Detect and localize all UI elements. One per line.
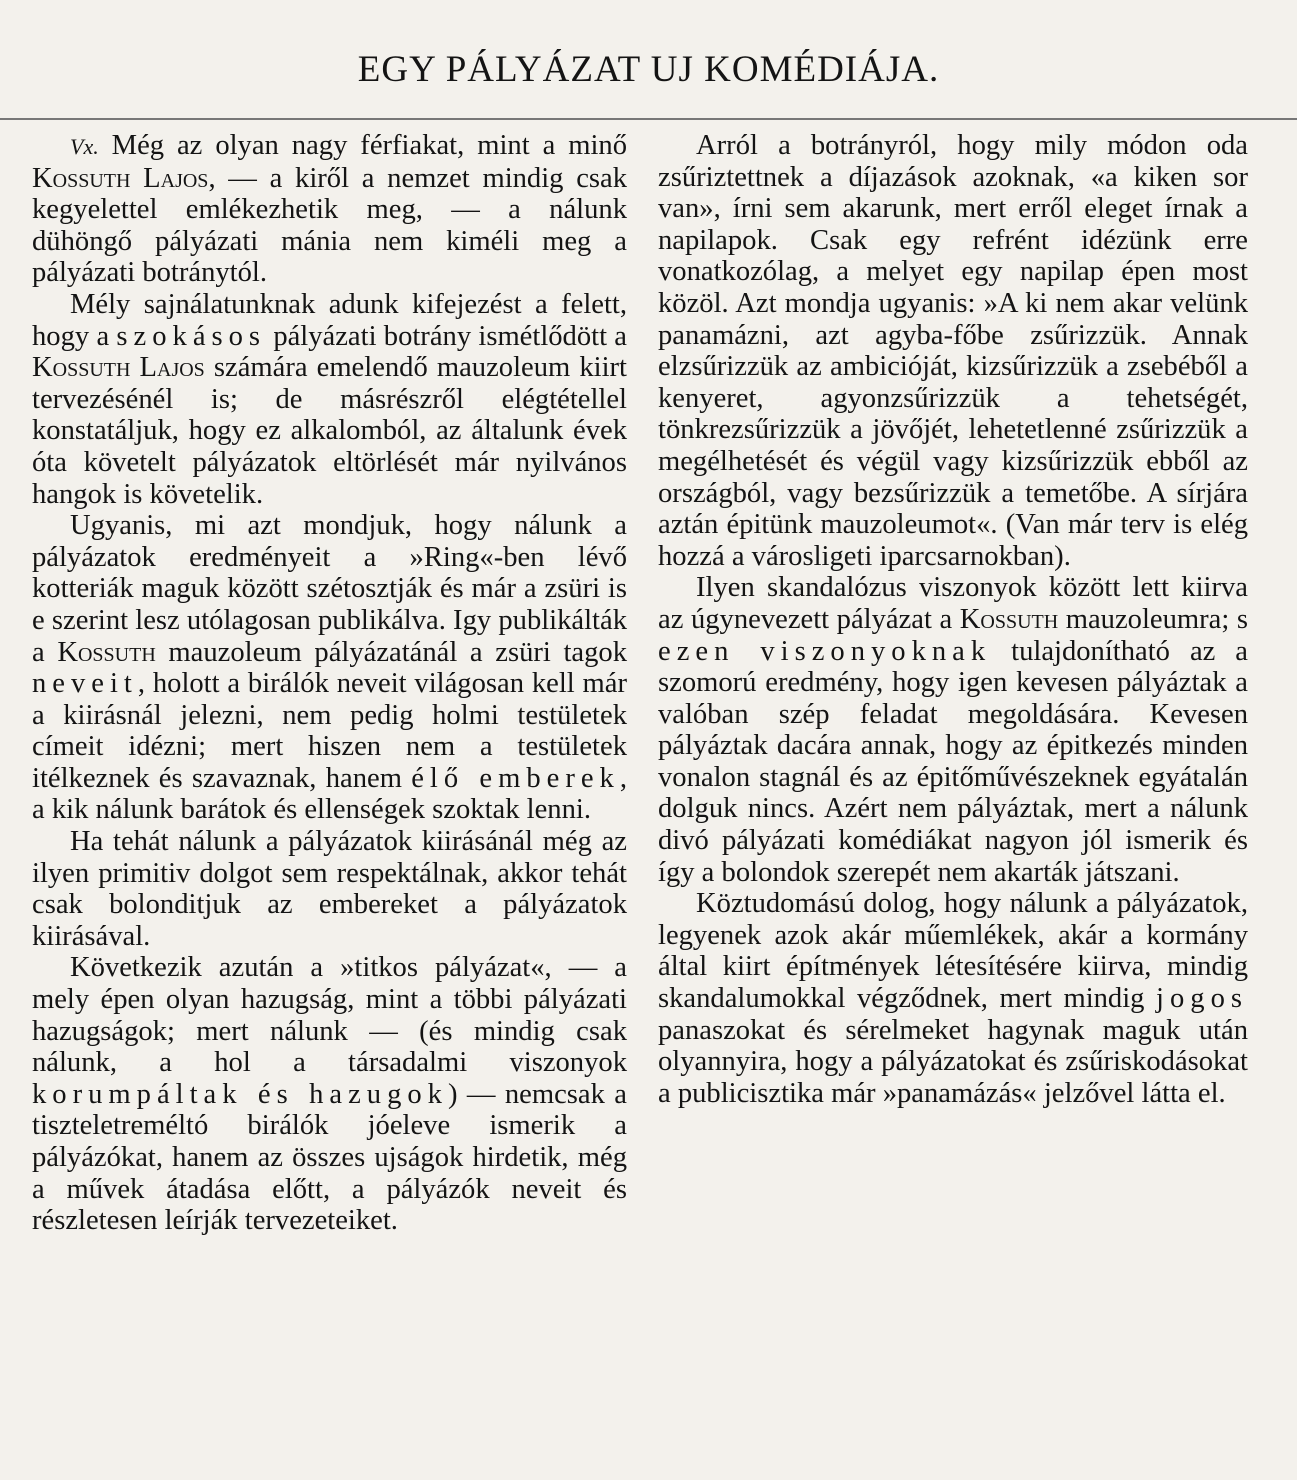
paragraph-5 xyxy=(32,952,627,1236)
title-divider xyxy=(0,118,1297,120)
right-column xyxy=(658,130,1248,1109)
name-kossuth: Kossuth xyxy=(57,636,156,668)
article-title: EGY PÁLYÁZAT UJ KOMÉDIÁJA. xyxy=(357,49,940,90)
paragraph-6: Arról a botrányról, hogy mily módon oda zsűriztettnek a díjazások azoknak, «a kiken sor van», írni sem akarunk, mert erről eleget írnak a napilapok. Csak egy refrént idézünk erre vonatkozólag, a melyet egy napilap épen most közöl. Azt mondja ugyanis: »A ki nem akar velünk panamázni, azt agyba-főbe zsűrizzük. Annak elzsűrizzük az ambicióját, kizsűrizzük a zsebéből a kenyeret, agyonzsűrizzük a tehetségét, tönkrezsűrizzük a jövőjét, lehetetlenné zsűrizzük a megélhetését és végül vagy kizsűrizzük ebből az országból, vagy bezsűrizzük a temetőbe. A sírjára aztán épitünk mauzoleumot«. (Van már terv is elég hozzá a városligeti iparcsarnokban). xyxy=(658,130,1248,572)
text-run: panaszokat és sérelmeket hagynak maguk után olyannyira, hogy a pályázatokat és zsűriskodásokat a publicisztika már »panamázás« jelzővel látta el. xyxy=(658,1014,1248,1109)
author-marker: Vx. xyxy=(70,134,99,159)
paragraph-4: Ha tehát nálunk a pályázatok kiirásánál még az ilyen primitiv dolgot sem respektálnak, akkor tehát csak bolonditjuk az embereket a pályázatok kiirásával. xyxy=(32,826,627,952)
text-run: , — a kiről a nemzet mindig csak kegyelettel emlékezhetik meg, — a nálunk dühöngő pályázati mánia nem kiméli meg a pályázati botránytól. xyxy=(32,162,627,289)
spaced-emphasis: szokásos xyxy=(116,320,267,352)
text-run: Köztudomású dolog, hogy nálunk a pályázatok, legyenek azok akár műemlékek, akár a kormány által kiirt építmények létesítésére kiirva, mindig skandalumokkal végződnek, mert mindig xyxy=(658,888,1248,1015)
text-run: tulajdonítható az a szomorú eredmény, hogy igen kevesen pályáztak a valóban szép feladat megoldására. Kevesen pályáztak dacára annak, hogy az épitkezés minden vonalon stagnál és az épitőművészeknek egyátalán dolguk nincs. Azért nem pályáztak, mert a nálunk divó pályázati komédiákat nagyon jól ismerik és így a bolondok szerepét nem akarták játszani. xyxy=(658,635,1248,888)
spaced-emphasis: korumpáltak és hazugok xyxy=(32,1078,448,1110)
spaced-emphasis: jogos xyxy=(1156,983,1248,1015)
text-run: számára emelendő mauzoleum kiirt tervezésénél is; de másrészről elégtétellel konstatáljuk, hogy ez alkalomból, az általunk évek óta követelt pályázatok eltörlését már nyilvános hangok is követelik. xyxy=(32,352,627,510)
spaced-emphasis: ezen viszonyoknak xyxy=(658,635,992,667)
text-run: Még az olyan nagy férfiakat, mint a minő xyxy=(98,130,627,161)
spaced-emphasis: élő emberek xyxy=(411,762,620,794)
paragraph-8 xyxy=(658,888,1248,1109)
name-kossuth: Kossuth xyxy=(959,603,1059,635)
paragraph-1 xyxy=(32,130,627,289)
name-kossuth: Kossuth Lajos xyxy=(32,352,205,384)
text-run: ) — nemcsak a tiszteletreméltó birálók jóeleve ismerik a pályázókat, hanem az összes ujságok hirdetik, még a művek átadása előtt, a pályázók neveit és részletesen leírják tervezeteiket. xyxy=(32,1078,627,1237)
paragraph-7 xyxy=(658,572,1248,888)
text-run: Mély sajnálatunknak adunk kifejezést a felett, hogy a xyxy=(32,288,627,352)
paragraph-3 xyxy=(32,510,627,826)
paragraph-2 xyxy=(32,289,627,510)
text-run: Következik azután a »titkos pályázat«, — a mely épen olyan hazugság, mint a többi pályázati hazugságok; mert nálunk — (és mindig csak nálunk, a hol a társadalmi viszonyok xyxy=(32,952,627,1079)
text-run: , holott a birálók neveit világosan kell már a kiirásnál jelezni, nem pedig holmi testületek címeit idézni; mert hiszen nem a testületek itélkeznek és szavaznak, hanem xyxy=(32,668,627,794)
text-run: mauzoleum pályázatánál a zsüri tagok xyxy=(155,636,627,668)
left-column xyxy=(32,130,627,1237)
text-run: Ilyen skandalózus viszonyok között lett kiirva az úgynevezett pályázat a xyxy=(658,572,1248,635)
text-run: , a kik nálunk barátok és ellenségek szoktak lenni. xyxy=(32,762,628,826)
text-run: pályázati botrány ismétlődött a xyxy=(266,320,627,352)
text-run: Ugyanis, mi azt mondjuk, hogy nálunk a pályázatok eredményeit a »Ring«-ben lévő kotteriák maguk között szétosztják és már a zsüri is e szerint lesz utólagosan publikálva. Igy publikálták a xyxy=(32,510,627,668)
name-kossuth: Kossuth Lajos xyxy=(32,162,209,194)
text-run: mauzoleumra; s xyxy=(1058,603,1248,635)
spaced-emphasis: neveit xyxy=(32,668,138,700)
